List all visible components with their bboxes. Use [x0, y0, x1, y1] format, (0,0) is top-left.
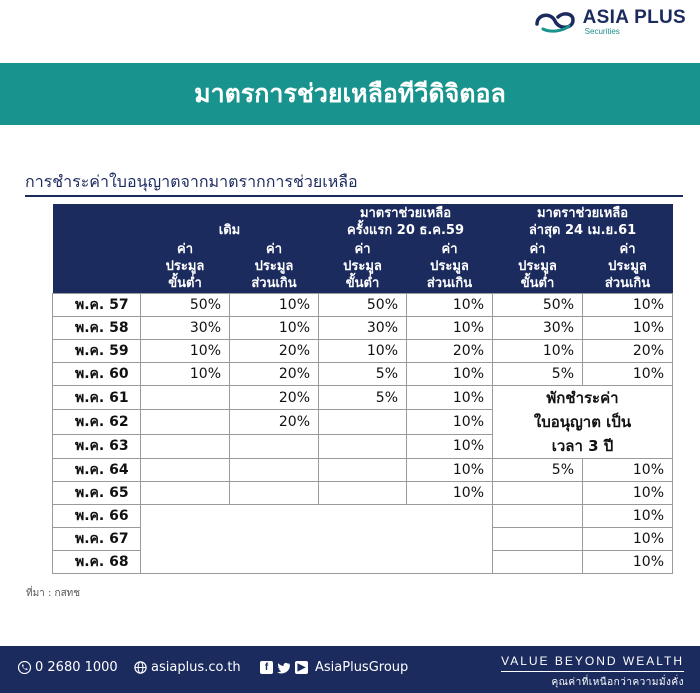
table-row [53, 386, 673, 410]
table-cell: 10% [583, 528, 673, 551]
table-cell [141, 386, 230, 410]
col-header-line: ค่า [529, 242, 546, 257]
header-corner-lower [53, 240, 141, 294]
table-cell [230, 459, 319, 482]
col-header-line: ประมูล [165, 259, 205, 274]
note-line: ใบอนุญาต เป็น [533, 413, 632, 431]
table-cell: 5% [319, 363, 407, 386]
table-cell [230, 482, 319, 505]
col-header-line: ค่า [177, 242, 193, 257]
row-year: พ.ค. 64 [53, 459, 141, 482]
table-cell [319, 434, 407, 458]
row-year: พ.ค. 61 [53, 386, 141, 410]
table-cell: 10% [407, 386, 493, 410]
table-cell: 20% [230, 340, 319, 363]
table-cell: 10% [407, 317, 493, 340]
table-cell: 10% [141, 363, 230, 386]
table-cell [493, 551, 583, 574]
title-banner [0, 63, 700, 125]
table-cell: 10% [583, 459, 673, 482]
table-cell: 20% [230, 363, 319, 386]
table-cell: 10% [583, 294, 673, 317]
table-cell: 10% [583, 482, 673, 505]
table-cell [230, 434, 319, 458]
col-header-line: ส่วนเกิน [426, 276, 473, 291]
page-title: มาตรการช่วยเหลือทีวีดิจิตอล [194, 79, 506, 108]
header-corner [53, 204, 141, 240]
col-header-line: ค่า [266, 242, 282, 257]
table-cell: 30% [493, 317, 583, 340]
group-header-line: มาตราช่วยเหลือ [536, 206, 629, 221]
table-cell: 50% [493, 294, 583, 317]
column-header [141, 240, 230, 294]
row-year: พ.ค. 65 [53, 482, 141, 505]
table-cell: 10% [583, 551, 673, 574]
logo-swirl-icon [533, 9, 577, 35]
row-year: พ.ค. 68 [53, 551, 141, 574]
group-header-latest-measure [493, 204, 673, 240]
table-cell [319, 482, 407, 505]
table-row [53, 363, 673, 386]
table-row [53, 505, 673, 528]
table-cell: 5% [493, 363, 583, 386]
footer-phone[interactable] [18, 660, 118, 675]
group-header-line: ล่าสุด 24 เม.ย.61 [528, 223, 637, 238]
facebook-icon: f [260, 661, 273, 674]
note-line: พักชำระค่า [546, 389, 619, 407]
col-header-line: ขั้นต่ำ [168, 276, 202, 291]
logo-sub: Securities [584, 27, 620, 36]
column-header-row [53, 240, 673, 294]
table-row [53, 459, 673, 482]
table-cell: 10% [407, 434, 493, 458]
table-cell: 10% [230, 294, 319, 317]
group-header-original: เดิม [141, 204, 319, 240]
table-cell: 20% [230, 410, 319, 434]
empty-block [141, 505, 493, 574]
col-header-line: ส่วนเกิน [251, 276, 297, 291]
col-header-line: ส่วนเกิน [604, 276, 651, 291]
payment-suspension-note [493, 386, 673, 459]
col-header-line: ประมูล [430, 259, 469, 274]
row-year: พ.ค. 63 [53, 434, 141, 458]
table-cell [493, 505, 583, 528]
col-header-line: ประมูล [343, 259, 382, 274]
table-cell: 30% [141, 317, 230, 340]
footer-phone-text: 0 2680 1000 [35, 660, 118, 675]
col-header-line: ค่า [441, 242, 458, 257]
group-header-row [53, 204, 673, 240]
slogan-thai: คุณค่าที่เหนือกว่าความมั่งคั่ง [551, 677, 684, 688]
table-cell [141, 410, 230, 434]
table-cell: 10% [407, 459, 493, 482]
column-header [583, 240, 673, 294]
table-cell: 20% [583, 340, 673, 363]
footer-website-text: asiaplus.co.th [151, 660, 241, 675]
row-year: พ.ค. 66 [53, 505, 141, 528]
group-header-line: ครั้งแรก 20 ธ.ค.59 [347, 223, 464, 238]
col-header-line: ขั้นต่ำ [520, 276, 555, 291]
table-cell [141, 482, 230, 505]
column-header [493, 240, 583, 294]
footer-social-text: AsiaPlusGroup [315, 660, 409, 675]
table-row [53, 317, 673, 340]
table-cell: 10% [230, 317, 319, 340]
row-year: พ.ค. 62 [53, 410, 141, 434]
section-subtitle: การชำระค่าใบอนุญาตจากมาตรากการช่วยเหลือ [25, 172, 358, 191]
table-cell: 10% [319, 340, 407, 363]
subtitle-underline [25, 195, 683, 197]
group-header-line: มาตราช่วยเหลือ [359, 206, 452, 221]
table-cell [319, 410, 407, 434]
footer-slogan [501, 654, 684, 690]
table-cell: 5% [319, 386, 407, 410]
column-header [407, 240, 493, 294]
footer-social[interactable] [260, 660, 408, 675]
table-cell: 50% [141, 294, 230, 317]
table-cell: 20% [230, 386, 319, 410]
col-header-line: ขั้นต่ำ [345, 276, 380, 291]
table-cell: 10% [583, 505, 673, 528]
note-line: เวลา 3 ปี [551, 437, 614, 455]
col-header-line: ประมูล [608, 259, 647, 274]
row-year: พ.ค. 60 [53, 363, 141, 386]
group-header-first-measure [319, 204, 493, 240]
col-header-line: ประมูล [518, 259, 557, 274]
youtube-icon: ▶ [295, 661, 308, 674]
globe-icon [134, 661, 147, 674]
table-cell: 10% [583, 363, 673, 386]
table-row [53, 294, 673, 317]
slogan-english: VALUE BEYOND WEALTH [501, 654, 684, 672]
col-header-line: ประมูล [254, 259, 294, 274]
company-logo [533, 8, 686, 36]
row-year: พ.ค. 58 [53, 317, 141, 340]
license-payment-table [52, 204, 673, 574]
table-cell: 10% [407, 294, 493, 317]
row-year: พ.ค. 67 [53, 528, 141, 551]
source-note: ที่มา : กสทช [26, 588, 81, 599]
logo-name: ASIA PLUS [582, 7, 686, 28]
column-header [230, 240, 319, 294]
table-cell: 10% [583, 317, 673, 340]
table-cell: 50% [319, 294, 407, 317]
col-header-line: ค่า [354, 242, 371, 257]
twitter-icon [277, 662, 291, 674]
phone-icon [18, 661, 31, 674]
table-cell [493, 528, 583, 551]
column-header [319, 240, 407, 294]
table-cell [493, 482, 583, 505]
col-header-line: ค่า [619, 242, 636, 257]
table-cell: 20% [407, 340, 493, 363]
table-cell [141, 434, 230, 458]
table-cell: 5% [493, 459, 583, 482]
table-cell: 30% [319, 317, 407, 340]
footer-bar [0, 646, 700, 693]
row-year: พ.ค. 57 [53, 294, 141, 317]
table-row [53, 340, 673, 363]
table-cell: 10% [407, 482, 493, 505]
table-cell [141, 459, 230, 482]
row-year: พ.ค. 59 [53, 340, 141, 363]
table-cell: 10% [141, 340, 230, 363]
footer-website[interactable] [134, 660, 241, 675]
table-cell [319, 459, 407, 482]
table-row [53, 482, 673, 505]
table-cell: 10% [407, 410, 493, 434]
table-cell: 10% [407, 363, 493, 386]
table-cell: 10% [493, 340, 583, 363]
